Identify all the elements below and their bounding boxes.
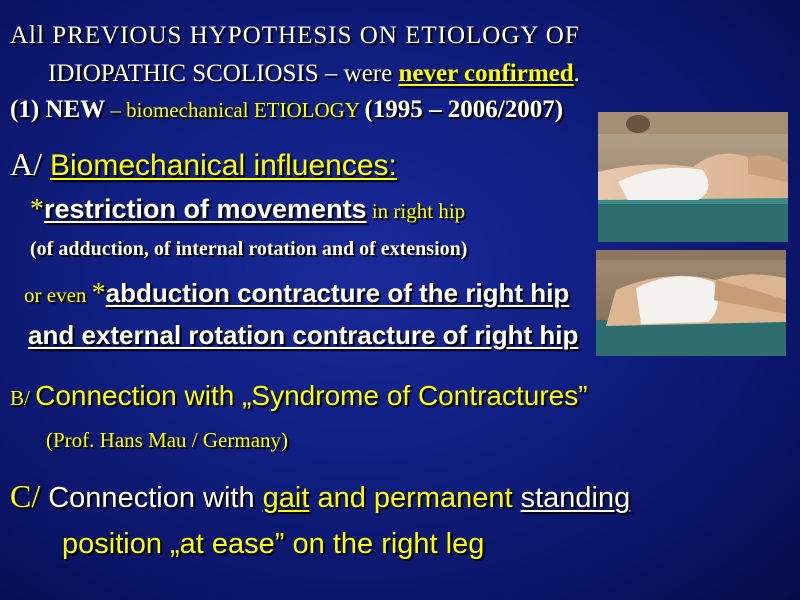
external-rotation-line xyxy=(28,320,578,351)
heading-period: . xyxy=(573,60,580,87)
in-right-hip-text: in right hip xyxy=(366,199,466,223)
section-b-title xyxy=(10,380,588,413)
adduction-note xyxy=(30,238,467,261)
syndrome-text: Connection with „Syndrome of Contractures” xyxy=(35,380,588,411)
never-confirmed-text: never confirmed xyxy=(398,60,574,87)
position-at-ease-text: position „at ease” on the right leg xyxy=(62,528,485,560)
and-permanent-text: and permanent xyxy=(309,482,521,514)
section-b-prefix: B/ xyxy=(10,386,36,410)
restriction-line xyxy=(30,194,465,226)
external-rotation-text: and external rotation contracture of right hip xyxy=(28,320,579,350)
biomechanical-influences-text: Biomechanical influences: xyxy=(50,149,397,182)
gait-text: gait xyxy=(262,482,310,514)
new-label: (1) NEW xyxy=(10,96,106,123)
section-c-line-1 xyxy=(10,478,630,515)
heading-text-1: All PREVIOUS HYPOTHESIS ON ETIOLOGY OF xyxy=(10,22,580,49)
new-etiology-line xyxy=(10,96,563,124)
abduction-star: * xyxy=(91,278,106,309)
adduction-text: (of adduction, of internal rotation and of extension) xyxy=(30,238,468,260)
abduction-text: abduction contracture of the right hip xyxy=(105,278,570,308)
biomechanical-etiology-text: – biomechanical ETIOLOGY xyxy=(105,98,365,122)
section-c-line-2 xyxy=(62,528,484,561)
or-even-text: or even xyxy=(24,283,92,307)
years-text: (1995 – 2006/2007) xyxy=(364,96,564,123)
restriction-star: * xyxy=(30,194,44,225)
standing-text: standing xyxy=(520,482,631,514)
heading-line-1 xyxy=(10,22,580,50)
restriction-text: restriction of movements xyxy=(44,194,367,224)
patient-photo-1 xyxy=(598,112,788,242)
heading-line-2 xyxy=(48,60,580,88)
section-a-title xyxy=(10,146,397,183)
section-c-prefix: C/ xyxy=(10,478,49,514)
heading-text-2: IDIOPATHIC SCOLIOSIS – were xyxy=(48,60,399,87)
connection-with-text: Connection with xyxy=(48,482,263,514)
patient-photo-2 xyxy=(596,250,786,356)
section-a-prefix: A/ xyxy=(10,146,50,182)
section-b-subtitle xyxy=(46,428,288,453)
abduction-line xyxy=(24,278,569,310)
prof-mau-text: (Prof. Hans Mau / Germany) xyxy=(46,428,289,452)
